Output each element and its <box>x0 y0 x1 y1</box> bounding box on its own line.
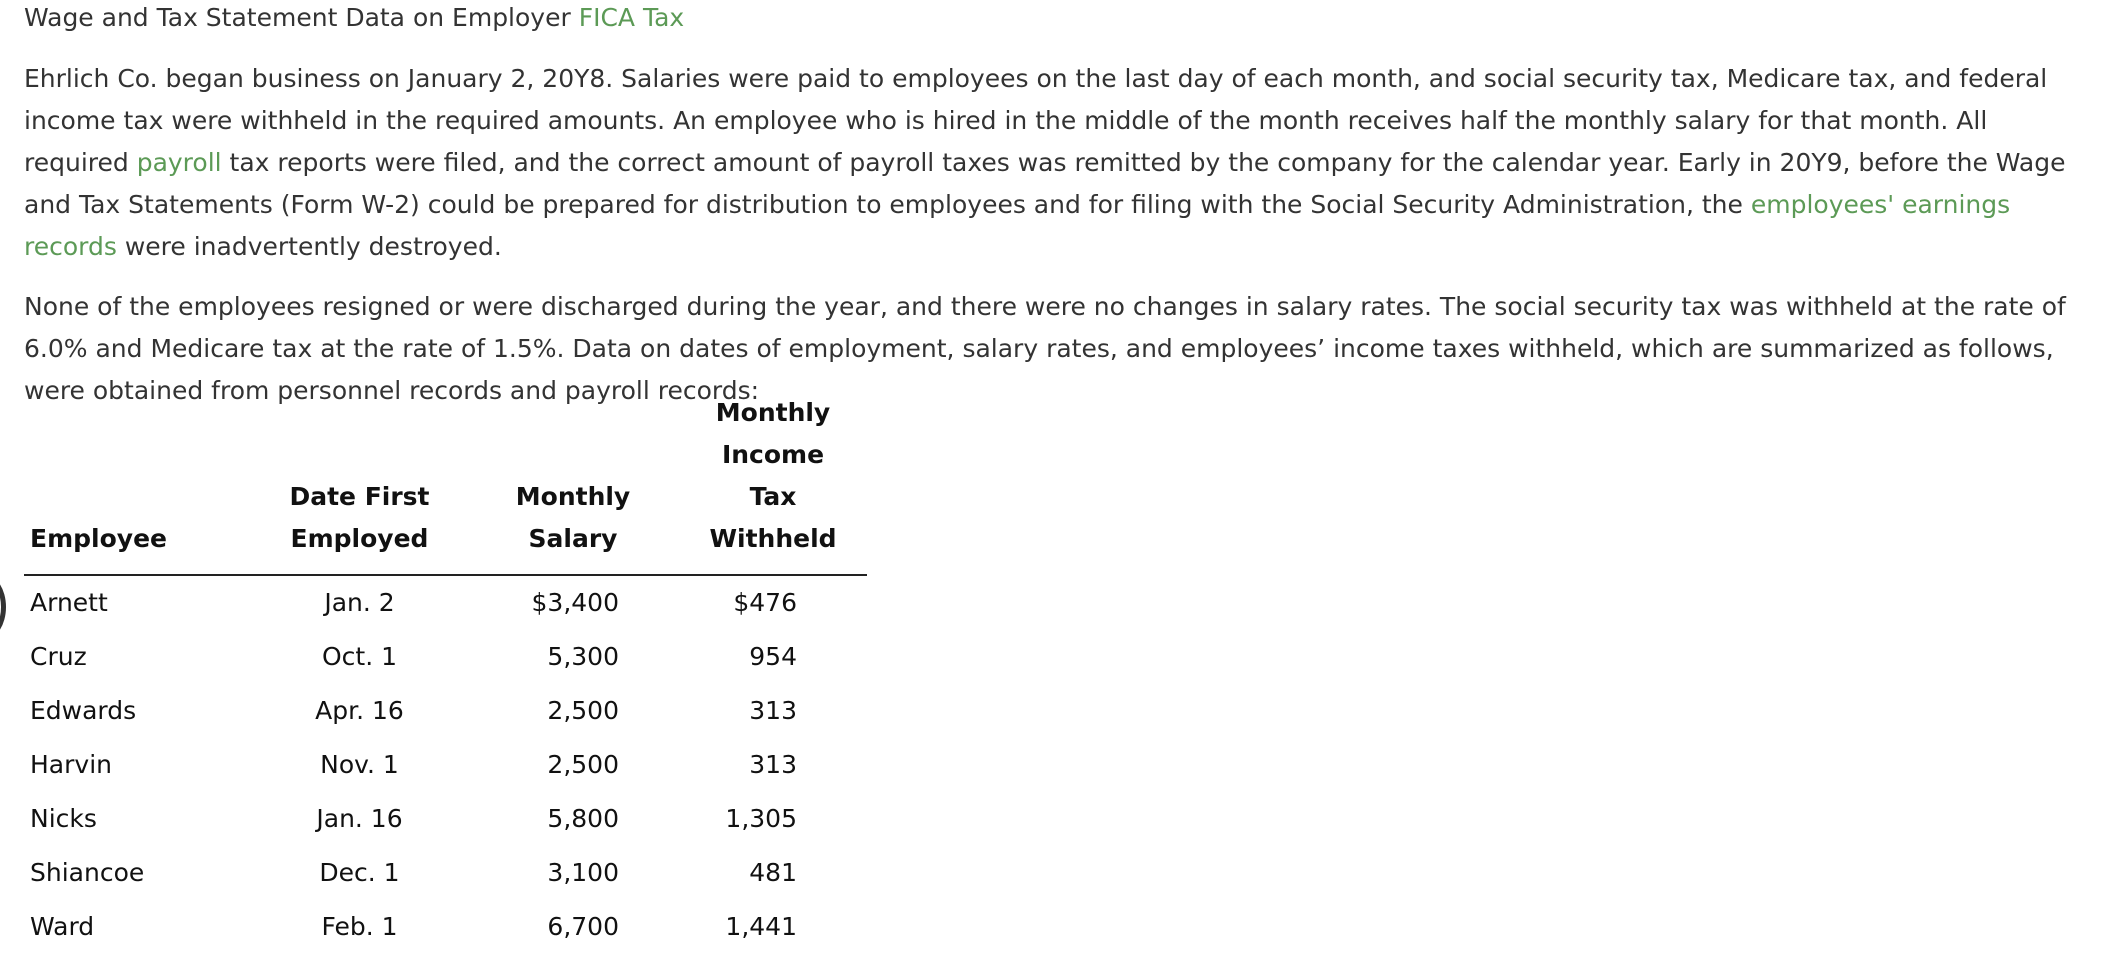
table-row <box>24 792 867 846</box>
table-header-row <box>24 392 867 575</box>
employees-earnings-records-link[interactable]: employees' earnings records <box>24 190 2011 261</box>
cell-employee: Arnett <box>30 588 108 617</box>
cell-date: Jan. 2 <box>324 588 395 617</box>
cell-tax: 313 <box>749 696 797 725</box>
details-paragraph: None of the employees resigned or were discharged during the year, and there were no changes in salary rates. The social security tax was withheld at the rate of 6.0% and Medicare tax at the rate of 1.5%. Data on dates of employment, salary rates, and employees’ income taxes withheld, which are summarized as follows, were obtained from personnel records and payroll records: <box>24 292 2066 405</box>
intro-text-1: Ehrlich Co. began business on January 2, 20Y8. Salaries were paid to employees on the last day of each month, and social security tax, Medicare tax, and federal income tax were withheld in the required amounts. An employee who is hired in the middle of the month receives half the monthly salary for that month. All required <box>24 64 2048 177</box>
table-row <box>24 575 867 630</box>
table-row <box>24 738 867 792</box>
table-row <box>24 846 867 900</box>
cell-salary: 3,100 <box>547 858 619 887</box>
page-title <box>24 2 2099 34</box>
cell-salary: 2,500 <box>547 696 619 725</box>
cell-employee: Shiancoe <box>30 858 145 887</box>
header-date-first-employed: Date First Employed <box>252 392 467 575</box>
cell-employee: Cruz <box>30 642 87 671</box>
cell-employee: Nicks <box>30 804 97 833</box>
cell-date: Dec. 1 <box>319 858 400 887</box>
cell-tax: 1,441 <box>725 912 797 941</box>
header-monthly-income-tax-withheld: Monthly Income Tax Withheld <box>679 392 867 575</box>
cell-salary: 6,700 <box>547 912 619 941</box>
cell-salary: 5,300 <box>547 642 619 671</box>
cell-date: Nov. 1 <box>320 750 399 779</box>
intro-paragraph <box>24 58 2099 268</box>
title-text: Wage and Tax Statement Data on Employer <box>24 3 579 32</box>
cell-tax: 954 <box>749 642 797 671</box>
cell-tax: 313 <box>749 750 797 779</box>
intro-text-3: were inadvertently destroyed. <box>116 232 502 261</box>
problem-content <box>24 0 2099 412</box>
header-employee: Employee <box>24 392 252 575</box>
cell-employee: Harvin <box>30 750 112 779</box>
cell-employee: Edwards <box>30 696 137 725</box>
cell-date: Jan. 16 <box>316 804 403 833</box>
payroll-link[interactable]: payroll <box>136 148 222 177</box>
cell-tax: 481 <box>749 858 797 887</box>
cell-tax: 1,305 <box>725 804 797 833</box>
cell-date: Oct. 1 <box>321 642 398 671</box>
intro-text-2: tax reports were filed, and the correct amount of payroll taxes was remitted by the company for the calendar year. Early in 20Y9, before the Wage and Tax Statements (Form W-2) could be prepared for distribution to employees and for filing with the Social Security Administration, the <box>24 148 2066 219</box>
cell-salary: 2,500 <box>547 750 619 779</box>
cell-salary: 5,800 <box>547 804 619 833</box>
partial-circle-button-edge <box>0 574 6 640</box>
table-row <box>24 900 867 954</box>
header-monthly-salary: Monthly Salary <box>467 392 679 575</box>
fica-tax-link[interactable]: FICA Tax <box>578 3 685 32</box>
cell-employee: Ward <box>30 912 95 941</box>
table-row <box>24 630 867 684</box>
cell-salary: $3,400 <box>531 588 619 617</box>
table-row <box>24 684 867 738</box>
cell-date: Feb. 1 <box>321 912 398 941</box>
cell-date: Apr. 16 <box>315 696 404 725</box>
cell-tax: $476 <box>733 588 797 617</box>
employee-data-table <box>24 392 867 954</box>
